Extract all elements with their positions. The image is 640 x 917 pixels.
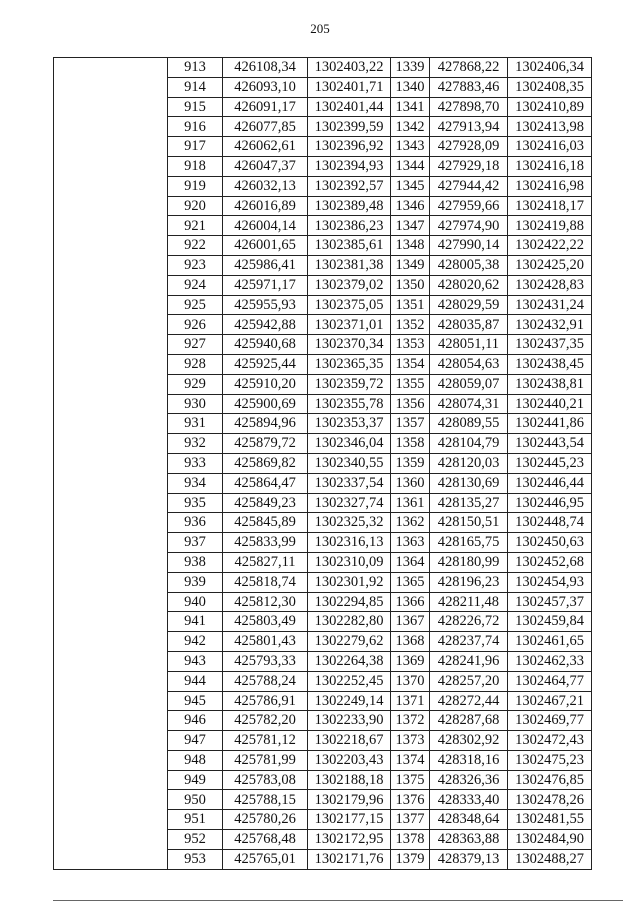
y-coordinate-left: 1302392,57 xyxy=(308,176,391,196)
point-number-left: 915 xyxy=(168,97,223,117)
point-number-left: 949 xyxy=(168,770,223,790)
point-number-right: 1379 xyxy=(391,849,430,869)
point-number-right: 1372 xyxy=(391,711,430,731)
x-coordinate-right: 427959,66 xyxy=(430,196,508,216)
y-coordinate-left: 1302355,78 xyxy=(308,394,391,414)
x-coordinate-right: 428318,16 xyxy=(430,750,508,770)
x-coordinate-right: 428211,48 xyxy=(430,592,508,612)
point-number-left: 939 xyxy=(168,572,223,592)
x-coordinate-left: 425910,20 xyxy=(223,374,308,394)
y-coordinate-left: 1302188,18 xyxy=(308,770,391,790)
y-coordinate-right: 1302475,23 xyxy=(508,750,592,770)
point-number-left: 941 xyxy=(168,612,223,632)
x-coordinate-right: 427929,18 xyxy=(430,156,508,176)
x-coordinate-left: 425768,48 xyxy=(223,830,308,850)
x-coordinate-right: 428237,74 xyxy=(430,632,508,652)
point-number-right: 1354 xyxy=(391,354,430,374)
point-number-left: 920 xyxy=(168,196,223,216)
x-coordinate-right: 428051,11 xyxy=(430,335,508,355)
point-number-left: 946 xyxy=(168,711,223,731)
point-number-right: 1350 xyxy=(391,275,430,295)
point-number-left: 943 xyxy=(168,651,223,671)
y-coordinate-left: 1302179,96 xyxy=(308,790,391,810)
x-coordinate-left: 426093,10 xyxy=(223,77,308,97)
y-coordinate-left: 1302385,61 xyxy=(308,236,391,256)
y-coordinate-right: 1302408,35 xyxy=(508,77,592,97)
y-coordinate-left: 1302346,04 xyxy=(308,434,391,454)
y-coordinate-right: 1302422,22 xyxy=(508,236,592,256)
y-coordinate-left: 1302327,74 xyxy=(308,493,391,513)
y-coordinate-right: 1302432,91 xyxy=(508,315,592,335)
y-coordinate-left: 1302233,90 xyxy=(308,711,391,731)
point-number-left: 928 xyxy=(168,354,223,374)
y-coordinate-left: 1302282,80 xyxy=(308,612,391,632)
y-coordinate-left: 1302359,72 xyxy=(308,374,391,394)
point-number-right: 1364 xyxy=(391,552,430,572)
point-number-right: 1378 xyxy=(391,830,430,850)
point-number-left: 918 xyxy=(168,156,223,176)
point-number-left: 913 xyxy=(168,58,223,78)
y-coordinate-left: 1302337,54 xyxy=(308,473,391,493)
x-coordinate-right: 427898,70 xyxy=(430,97,508,117)
x-coordinate-right: 428165,75 xyxy=(430,533,508,553)
x-coordinate-left: 425894,96 xyxy=(223,414,308,434)
point-number-right: 1365 xyxy=(391,572,430,592)
y-coordinate-left: 1302171,76 xyxy=(308,849,391,869)
x-coordinate-right: 428241,96 xyxy=(430,651,508,671)
y-coordinate-left: 1302279,62 xyxy=(308,632,391,652)
point-number-left: 953 xyxy=(168,849,223,869)
x-coordinate-left: 426016,89 xyxy=(223,196,308,216)
y-coordinate-left: 1302264,38 xyxy=(308,651,391,671)
point-number-left: 950 xyxy=(168,790,223,810)
point-number-left: 926 xyxy=(168,315,223,335)
point-number-left: 923 xyxy=(168,255,223,275)
point-number-left: 914 xyxy=(168,77,223,97)
x-coordinate-left: 425818,74 xyxy=(223,572,308,592)
point-number-right: 1360 xyxy=(391,473,430,493)
point-number-left: 937 xyxy=(168,533,223,553)
x-coordinate-right: 428130,69 xyxy=(430,473,508,493)
point-number-right: 1357 xyxy=(391,414,430,434)
point-number-left: 947 xyxy=(168,731,223,751)
y-coordinate-right: 1302448,74 xyxy=(508,513,592,533)
y-coordinate-right: 1302428,83 xyxy=(508,275,592,295)
x-coordinate-left: 425781,12 xyxy=(223,731,308,751)
x-coordinate-left: 425801,43 xyxy=(223,632,308,652)
point-number-right: 1370 xyxy=(391,671,430,691)
y-coordinate-left: 1302353,37 xyxy=(308,414,391,434)
x-coordinate-right: 428348,64 xyxy=(430,810,508,830)
point-number-right: 1376 xyxy=(391,790,430,810)
x-coordinate-right: 428196,23 xyxy=(430,572,508,592)
point-number-left: 934 xyxy=(168,473,223,493)
point-number-left: 916 xyxy=(168,117,223,137)
point-number-left: 952 xyxy=(168,830,223,850)
point-number-right: 1374 xyxy=(391,750,430,770)
point-number-left: 936 xyxy=(168,513,223,533)
point-number-right: 1377 xyxy=(391,810,430,830)
y-coordinate-right: 1302452,68 xyxy=(508,552,592,572)
point-number-left: 930 xyxy=(168,394,223,414)
x-coordinate-left: 425780,26 xyxy=(223,810,308,830)
x-coordinate-right: 427944,42 xyxy=(430,176,508,196)
point-number-left: 944 xyxy=(168,671,223,691)
point-number-left: 935 xyxy=(168,493,223,513)
x-coordinate-right: 428326,36 xyxy=(430,770,508,790)
point-number-left: 951 xyxy=(168,810,223,830)
point-number-left: 948 xyxy=(168,750,223,770)
y-coordinate-right: 1302410,89 xyxy=(508,97,592,117)
y-coordinate-left: 1302301,92 xyxy=(308,572,391,592)
point-number-left: 919 xyxy=(168,176,223,196)
x-coordinate-left: 425827,11 xyxy=(223,552,308,572)
point-number-right: 1347 xyxy=(391,216,430,236)
y-coordinate-right: 1302484,90 xyxy=(508,830,592,850)
y-coordinate-right: 1302406,34 xyxy=(508,58,592,78)
y-coordinate-right: 1302464,77 xyxy=(508,671,592,691)
y-coordinate-right: 1302419,88 xyxy=(508,216,592,236)
point-number-right: 1346 xyxy=(391,196,430,216)
y-coordinate-right: 1302454,93 xyxy=(508,572,592,592)
x-coordinate-left: 425869,82 xyxy=(223,453,308,473)
y-coordinate-right: 1302467,21 xyxy=(508,691,592,711)
y-coordinate-right: 1302440,21 xyxy=(508,394,592,414)
y-coordinate-left: 1302172,95 xyxy=(308,830,391,850)
x-coordinate-left: 426091,17 xyxy=(223,97,308,117)
y-coordinate-right: 1302438,45 xyxy=(508,354,592,374)
x-coordinate-left: 425788,15 xyxy=(223,790,308,810)
point-number-right: 1375 xyxy=(391,770,430,790)
x-coordinate-right: 427990,14 xyxy=(430,236,508,256)
y-coordinate-left: 1302310,09 xyxy=(308,552,391,572)
y-coordinate-right: 1302459,84 xyxy=(508,612,592,632)
x-coordinate-right: 428054,63 xyxy=(430,354,508,374)
point-number-right: 1342 xyxy=(391,117,430,137)
y-coordinate-right: 1302445,23 xyxy=(508,453,592,473)
point-number-right: 1361 xyxy=(391,493,430,513)
point-number-left: 942 xyxy=(168,632,223,652)
x-coordinate-left: 425955,93 xyxy=(223,295,308,315)
table-row xyxy=(54,58,592,78)
x-coordinate-left: 425793,33 xyxy=(223,651,308,671)
y-coordinate-left: 1302177,15 xyxy=(308,810,391,830)
x-coordinate-right: 428379,13 xyxy=(430,849,508,869)
point-number-left: 921 xyxy=(168,216,223,236)
x-coordinate-left: 425788,24 xyxy=(223,671,308,691)
y-coordinate-left: 1302218,67 xyxy=(308,731,391,751)
y-coordinate-left: 1302203,43 xyxy=(308,750,391,770)
y-coordinate-right: 1302416,03 xyxy=(508,137,592,157)
y-coordinate-right: 1302462,33 xyxy=(508,651,592,671)
y-coordinate-right: 1302488,27 xyxy=(508,849,592,869)
x-coordinate-right: 428059,07 xyxy=(430,374,508,394)
blank-left-cell xyxy=(54,58,168,870)
x-coordinate-right: 428104,79 xyxy=(430,434,508,454)
y-coordinate-right: 1302481,55 xyxy=(508,810,592,830)
point-number-right: 1341 xyxy=(391,97,430,117)
x-coordinate-left: 425986,41 xyxy=(223,255,308,275)
x-coordinate-right: 427883,46 xyxy=(430,77,508,97)
x-coordinate-left: 426032,13 xyxy=(223,176,308,196)
point-number-right: 1344 xyxy=(391,156,430,176)
x-coordinate-left: 426108,34 xyxy=(223,58,308,78)
point-number-left: 917 xyxy=(168,137,223,157)
y-coordinate-right: 1302416,18 xyxy=(508,156,592,176)
x-coordinate-right: 428363,88 xyxy=(430,830,508,850)
y-coordinate-right: 1302478,26 xyxy=(508,790,592,810)
y-coordinate-right: 1302472,43 xyxy=(508,731,592,751)
y-coordinate-left: 1302249,14 xyxy=(308,691,391,711)
x-coordinate-left: 426001,65 xyxy=(223,236,308,256)
point-number-right: 1371 xyxy=(391,691,430,711)
x-coordinate-left: 425879,72 xyxy=(223,434,308,454)
point-number-right: 1343 xyxy=(391,137,430,157)
bottom-rule xyxy=(53,900,623,901)
x-coordinate-right: 428029,59 xyxy=(430,295,508,315)
y-coordinate-left: 1302403,22 xyxy=(308,58,391,78)
point-number-left: 922 xyxy=(168,236,223,256)
point-number-right: 1373 xyxy=(391,731,430,751)
x-coordinate-right: 428333,40 xyxy=(430,790,508,810)
x-coordinate-right: 428257,20 xyxy=(430,671,508,691)
x-coordinate-right: 428020,62 xyxy=(430,275,508,295)
point-number-left: 945 xyxy=(168,691,223,711)
point-number-right: 1362 xyxy=(391,513,430,533)
x-coordinate-left: 425783,08 xyxy=(223,770,308,790)
y-coordinate-left: 1302379,02 xyxy=(308,275,391,295)
point-number-left: 927 xyxy=(168,335,223,355)
y-coordinate-left: 1302365,35 xyxy=(308,354,391,374)
y-coordinate-left: 1302381,38 xyxy=(308,255,391,275)
y-coordinate-right: 1302437,35 xyxy=(508,335,592,355)
point-number-right: 1353 xyxy=(391,335,430,355)
point-number-right: 1367 xyxy=(391,612,430,632)
point-number-left: 924 xyxy=(168,275,223,295)
point-number-right: 1352 xyxy=(391,315,430,335)
x-coordinate-right: 427928,09 xyxy=(430,137,508,157)
point-number-left: 929 xyxy=(168,374,223,394)
point-number-right: 1366 xyxy=(391,592,430,612)
point-number-right: 1339 xyxy=(391,58,430,78)
y-coordinate-left: 1302401,71 xyxy=(308,77,391,97)
x-coordinate-right: 428287,68 xyxy=(430,711,508,731)
y-coordinate-left: 1302396,92 xyxy=(308,137,391,157)
point-number-right: 1356 xyxy=(391,394,430,414)
x-coordinate-right: 428074,31 xyxy=(430,394,508,414)
x-coordinate-left: 425765,01 xyxy=(223,849,308,869)
x-coordinate-right: 428150,51 xyxy=(430,513,508,533)
y-coordinate-right: 1302413,98 xyxy=(508,117,592,137)
coordinates-table xyxy=(53,57,592,870)
x-coordinate-left: 425942,88 xyxy=(223,315,308,335)
point-number-right: 1368 xyxy=(391,632,430,652)
y-coordinate-left: 1302370,34 xyxy=(308,335,391,355)
y-coordinate-right: 1302438,81 xyxy=(508,374,592,394)
y-coordinate-right: 1302446,95 xyxy=(508,493,592,513)
x-coordinate-right: 427913,94 xyxy=(430,117,508,137)
y-coordinate-left: 1302394,93 xyxy=(308,156,391,176)
x-coordinate-left: 425900,69 xyxy=(223,394,308,414)
x-coordinate-left: 425833,99 xyxy=(223,533,308,553)
x-coordinate-right: 428005,38 xyxy=(430,255,508,275)
point-number-right: 1351 xyxy=(391,295,430,315)
y-coordinate-right: 1302441,86 xyxy=(508,414,592,434)
point-number-right: 1340 xyxy=(391,77,430,97)
x-coordinate-left: 425925,44 xyxy=(223,354,308,374)
x-coordinate-left: 426004,14 xyxy=(223,216,308,236)
y-coordinate-left: 1302401,44 xyxy=(308,97,391,117)
point-number-left: 940 xyxy=(168,592,223,612)
y-coordinate-left: 1302386,23 xyxy=(308,216,391,236)
x-coordinate-left: 425864,47 xyxy=(223,473,308,493)
x-coordinate-left: 425845,89 xyxy=(223,513,308,533)
x-coordinate-left: 425849,23 xyxy=(223,493,308,513)
x-coordinate-right: 427868,22 xyxy=(430,58,508,78)
table-body xyxy=(54,58,592,870)
x-coordinate-right: 428135,27 xyxy=(430,493,508,513)
y-coordinate-right: 1302476,85 xyxy=(508,770,592,790)
point-number-left: 932 xyxy=(168,434,223,454)
x-coordinate-left: 425803,49 xyxy=(223,612,308,632)
x-coordinate-right: 428180,99 xyxy=(430,552,508,572)
y-coordinate-right: 1302461,65 xyxy=(508,632,592,652)
x-coordinate-left: 425940,68 xyxy=(223,335,308,355)
point-number-right: 1345 xyxy=(391,176,430,196)
y-coordinate-right: 1302416,98 xyxy=(508,176,592,196)
y-coordinate-left: 1302375,05 xyxy=(308,295,391,315)
point-number-right: 1369 xyxy=(391,651,430,671)
x-coordinate-left: 426077,85 xyxy=(223,117,308,137)
point-number-left: 938 xyxy=(168,552,223,572)
y-coordinate-left: 1302316,13 xyxy=(308,533,391,553)
x-coordinate-left: 425782,20 xyxy=(223,711,308,731)
point-number-right: 1355 xyxy=(391,374,430,394)
x-coordinate-right: 428302,92 xyxy=(430,731,508,751)
point-number-right: 1349 xyxy=(391,255,430,275)
point-number-left: 933 xyxy=(168,453,223,473)
y-coordinate-right: 1302431,24 xyxy=(508,295,592,315)
x-coordinate-right: 428035,87 xyxy=(430,315,508,335)
y-coordinate-left: 1302371,01 xyxy=(308,315,391,335)
point-number-right: 1359 xyxy=(391,453,430,473)
y-coordinate-left: 1302340,55 xyxy=(308,453,391,473)
point-number-right: 1348 xyxy=(391,236,430,256)
point-number-left: 925 xyxy=(168,295,223,315)
x-coordinate-right: 428120,03 xyxy=(430,453,508,473)
page-number: 205 xyxy=(310,21,330,36)
x-coordinate-left: 425781,99 xyxy=(223,750,308,770)
x-coordinate-left: 425971,17 xyxy=(223,275,308,295)
x-coordinate-right: 428272,44 xyxy=(430,691,508,711)
y-coordinate-left: 1302325,32 xyxy=(308,513,391,533)
y-coordinate-right: 1302443,54 xyxy=(508,434,592,454)
x-coordinate-left: 425786,91 xyxy=(223,691,308,711)
y-coordinate-left: 1302252,45 xyxy=(308,671,391,691)
x-coordinate-right: 428226,72 xyxy=(430,612,508,632)
y-coordinate-left: 1302399,59 xyxy=(308,117,391,137)
x-coordinate-left: 426062,61 xyxy=(223,137,308,157)
x-coordinate-right: 428089,55 xyxy=(430,414,508,434)
y-coordinate-left: 1302389,48 xyxy=(308,196,391,216)
y-coordinate-right: 1302425,20 xyxy=(508,255,592,275)
x-coordinate-left: 425812,30 xyxy=(223,592,308,612)
point-number-right: 1358 xyxy=(391,434,430,454)
y-coordinate-right: 1302418,17 xyxy=(508,196,592,216)
y-coordinate-right: 1302446,44 xyxy=(508,473,592,493)
y-coordinate-right: 1302457,37 xyxy=(508,592,592,612)
y-coordinate-left: 1302294,85 xyxy=(308,592,391,612)
point-number-right: 1363 xyxy=(391,533,430,553)
x-coordinate-left: 426047,37 xyxy=(223,156,308,176)
y-coordinate-right: 1302469,77 xyxy=(508,711,592,731)
y-coordinate-right: 1302450,63 xyxy=(508,533,592,553)
x-coordinate-right: 427974,90 xyxy=(430,216,508,236)
point-number-left: 931 xyxy=(168,414,223,434)
